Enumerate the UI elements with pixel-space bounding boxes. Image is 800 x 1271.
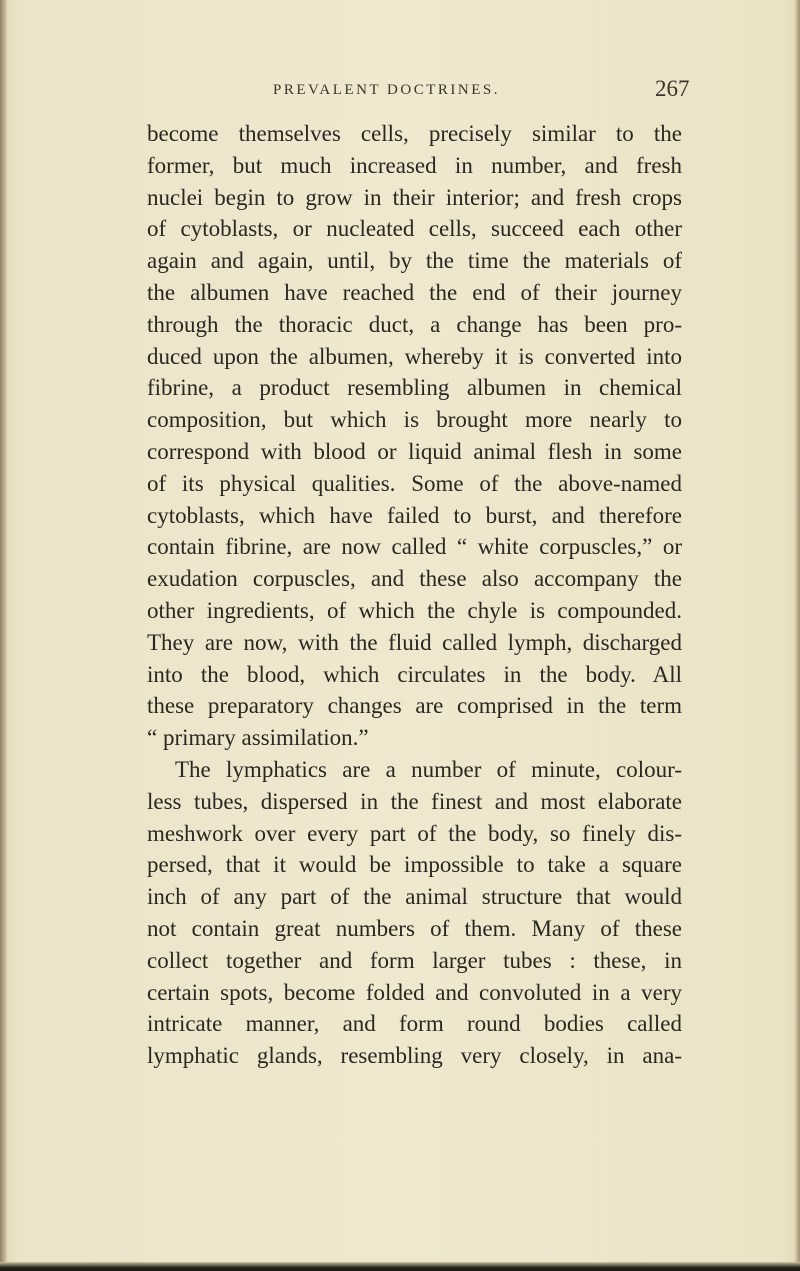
text-line-paragraph-end: “ primary assimilation.” (147, 725, 369, 751)
text-line: intricate manner, and form round bodies called (147, 1011, 682, 1037)
text-line: cytoblasts, which have failed to burst, and therefore (147, 502, 682, 528)
text-line: these preparatory changes are comprised in the term (147, 693, 682, 719)
text-line: collect together and form larger tubes : these, in (147, 947, 682, 973)
text-line: become themselves cells, precisely similar to the (147, 121, 682, 146)
text-line: less tubes, dispersed in the finest and most elaborate (147, 788, 682, 814)
text-line: duced upon the albumen, whereby it is converted into (147, 343, 682, 369)
text-line: into the blood, which circulates in the body. All (147, 661, 682, 687)
text-line: certain spots, become folded and convoluted in a very (147, 979, 682, 1005)
text-line: lymphatic glands, resembling very closely, in ana- (147, 1043, 682, 1069)
text-line: of cytoblasts, or nucleated cells, succeed each other (147, 216, 682, 242)
body-text (147, 118, 682, 1072)
text-line: fibrine, a product resembling albumen in chemical (147, 375, 682, 401)
text-line: meshwork over every part of the body, so finely dis- (147, 820, 682, 846)
text-line: correspond with blood or liquid animal flesh in some (147, 438, 682, 464)
page-bottom-edge (0, 1262, 800, 1271)
text-line: nuclei begin to grow in their interior; and fresh crops (147, 184, 682, 210)
text-line: They are now, with the fluid called lymph, discharged (147, 629, 682, 655)
text-line: contain fibrine, are now called “ white corpuscles,” or (147, 534, 682, 560)
text-line: former, but much increased in number, and fresh (147, 152, 682, 178)
page-right-edge (794, 0, 800, 1271)
text-line: through the thoracic duct, a change has been pro- (147, 311, 682, 337)
page-left-edge (0, 0, 7, 1271)
text-line: exudation corpuscles, and these also accompany the (147, 566, 682, 592)
text-line: persed, that it would be impossible to take a square (147, 852, 682, 878)
text-line: inch of any part of the animal structure that would (147, 884, 682, 910)
text-line: the albumen have reached the end of their journey (147, 279, 682, 305)
text-line-paragraph-start: The lymphatics are a number of minute, colour- (175, 756, 682, 782)
running-title: PREVALENT DOCTRINES. (273, 82, 500, 98)
running-head (0, 74, 800, 104)
text-line: of its physical qualities. Some of the above-named (147, 470, 682, 496)
text-line: other ingredients, of which the chyle is compounded. (147, 597, 682, 623)
text-line: composition, but which is brought more nearly to (147, 407, 682, 433)
text-line: not contain great numbers of them. Many of these (147, 915, 682, 941)
text-line: again and again, until, by the time the materials of (147, 248, 682, 274)
page-number: 267 (655, 76, 690, 101)
